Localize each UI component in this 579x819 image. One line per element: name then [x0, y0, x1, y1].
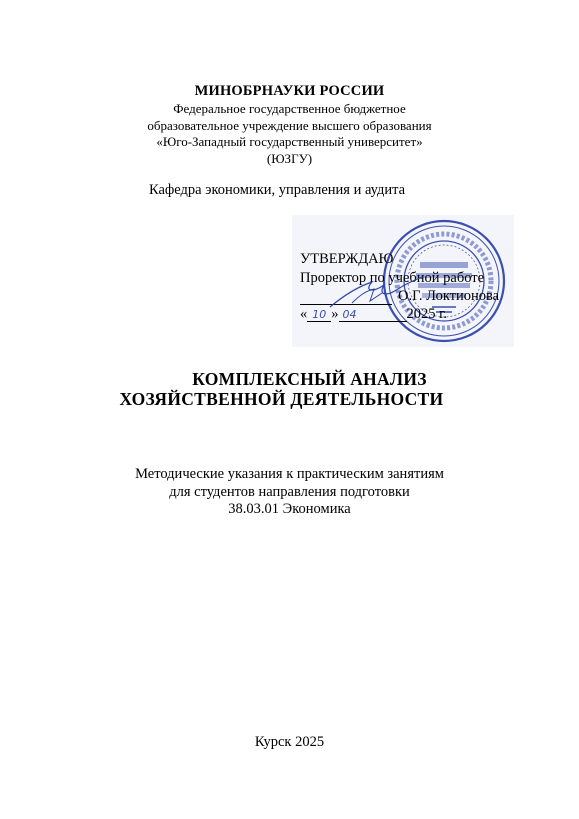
approver-role: Проректор по учебной работе	[300, 270, 485, 286]
date-open-quote: «	[300, 306, 308, 322]
org-line-3: «Юго-Западный государственный университет»	[156, 134, 423, 149]
approval-block	[292, 215, 514, 347]
org-line-2: образовательное учреждение высшего образования	[147, 118, 432, 133]
subtitle-line-1: Методические указания к практическим занятиям	[135, 466, 444, 482]
subtitle-line-3: 38.03.01 Экономика	[228, 501, 351, 517]
date-close-quote: »	[331, 306, 339, 322]
approver-name: О.Г. Локтионова	[398, 288, 500, 304]
subtitle-line-2: для студентов направления подготовки	[169, 484, 410, 500]
city-year: Курск 2025	[254, 734, 325, 750]
date-year: 2025 г.	[406, 306, 448, 322]
date-month: 04	[339, 308, 407, 322]
date-day: 10	[307, 308, 331, 322]
ministry-name: МИНОБРНАУКИ РОССИИ	[194, 83, 385, 99]
department-name: Кафедра экономики, управления и аудита	[149, 182, 406, 198]
approve-heading: УТВЕРЖДАЮ	[300, 251, 394, 267]
document-title-line-1: КОМПЛЕКСНЫЙ АНАЛИЗ	[192, 369, 427, 389]
org-line-1: Федеральное государственное бюджетное	[173, 101, 406, 116]
org-line-4: (ЮЗГУ)	[266, 151, 313, 166]
approval-date	[300, 306, 447, 323]
document-title-line-2: ХОЗЯЙСТВЕННОЙ ДЕЯТЕЛЬНОСТИ	[119, 389, 444, 409]
